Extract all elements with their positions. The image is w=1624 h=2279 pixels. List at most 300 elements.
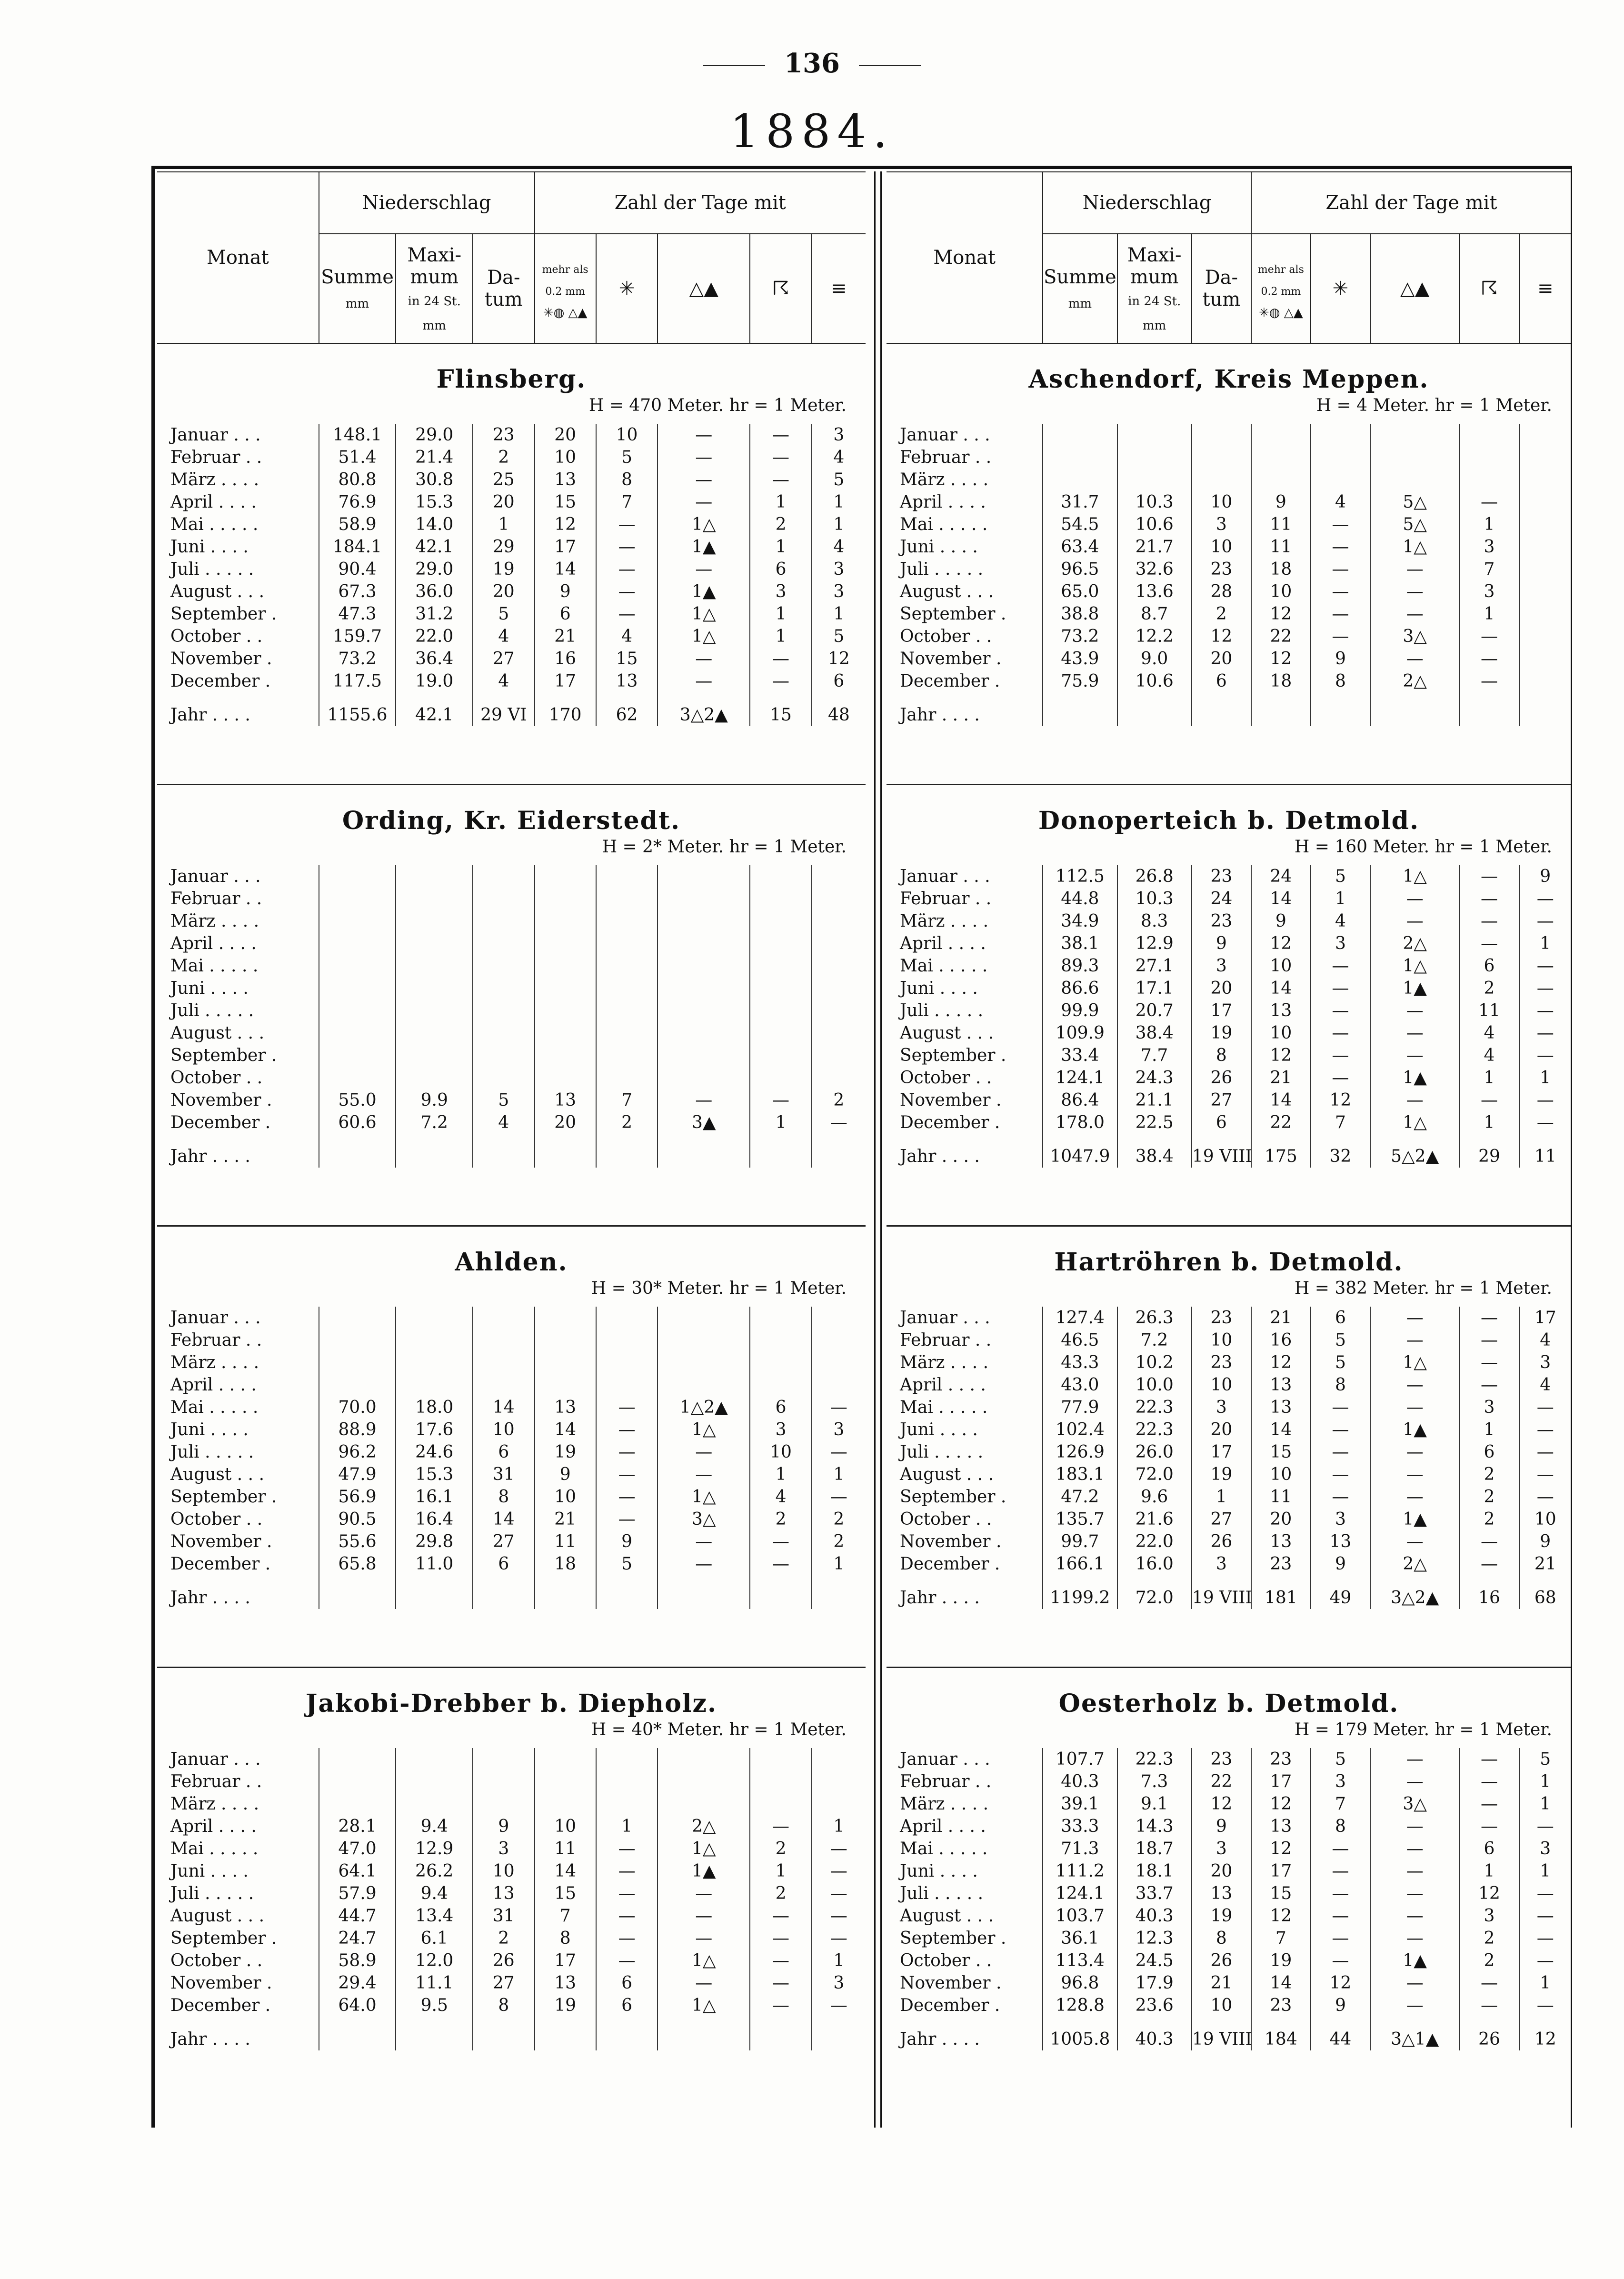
data-cell: 28.1	[319, 1815, 396, 1838]
year-total-row	[887, 1134, 1571, 1168]
data-cell: 44.8	[1043, 888, 1117, 910]
data-cell	[750, 1067, 811, 1089]
data-cell	[396, 1044, 473, 1067]
data-cell: 1△	[1370, 955, 1460, 977]
data-cell: 20.7	[1117, 1000, 1192, 1022]
table-row	[887, 603, 1571, 625]
data-cell: —	[658, 1905, 750, 1927]
month-label: Januar . . .	[170, 1749, 261, 1769]
data-cell: 5	[1311, 1748, 1370, 1770]
data-cell: 17.1	[1117, 977, 1192, 1000]
data-cell	[396, 977, 473, 1000]
data-cell: 38.4	[1117, 1022, 1192, 1044]
data-cell	[596, 1044, 658, 1067]
data-cell: 57.9	[319, 1882, 396, 1905]
data-cell	[812, 1134, 866, 1168]
table-row	[887, 910, 1571, 932]
table-row	[157, 1307, 866, 1329]
table-row	[887, 1770, 1571, 1793]
data-cell: 1	[812, 1463, 866, 1486]
table-row	[887, 424, 1571, 446]
data-cell: 3	[1459, 536, 1519, 558]
data-cell	[658, 910, 750, 932]
data-cell: 13	[473, 1882, 534, 1905]
data-cell: 28	[1192, 580, 1251, 603]
data-cell	[396, 1022, 473, 1044]
table-row	[887, 580, 1571, 603]
data-cell: 10	[596, 424, 658, 446]
table-row	[887, 1000, 1571, 1022]
data-cell: 14	[535, 1419, 596, 1441]
data-cell	[396, 932, 473, 955]
month-label: December .	[170, 1996, 271, 2015]
data-cell: 3	[750, 1419, 811, 1441]
data-cell	[1459, 692, 1519, 726]
data-cell	[1311, 424, 1370, 446]
data-cell: 14	[1251, 888, 1311, 910]
data-cell: —	[1519, 1022, 1572, 1044]
data-cell: 4	[1459, 1044, 1519, 1067]
data-cell: 27	[1192, 1508, 1251, 1530]
data-cell: 65.0	[1043, 580, 1117, 603]
data-cell: —	[1311, 1927, 1370, 1949]
data-cell: 3	[812, 558, 866, 580]
data-cell: 21.6	[1117, 1508, 1192, 1530]
data-cell: 7.2	[396, 1111, 473, 1134]
data-cell: 1△	[1370, 865, 1460, 888]
data-cell: —	[1370, 1089, 1460, 1111]
table-row	[887, 1089, 1571, 1111]
data-cell	[596, 910, 658, 932]
data-cell: 2	[1459, 1949, 1519, 1972]
data-cell: 20	[473, 580, 534, 603]
data-cell: 11	[1251, 1486, 1311, 1508]
data-cell: 3	[812, 580, 866, 603]
data-cell: 20	[1251, 1508, 1311, 1530]
data-cell	[473, 888, 534, 910]
data-cell	[750, 977, 811, 1000]
month-label: Mai . . . . .	[170, 956, 259, 976]
data-cell: 12	[812, 648, 866, 670]
data-cell: 3	[812, 424, 866, 446]
page-number: 136	[0, 48, 1624, 79]
table-row	[157, 536, 866, 558]
month-label: März . . . .	[900, 470, 989, 490]
data-cell: 88.9	[319, 1419, 396, 1441]
data-cell: —	[1370, 1748, 1460, 1770]
station-table	[887, 424, 1571, 726]
year-total-row	[887, 692, 1571, 726]
data-cell: 5	[1311, 865, 1370, 888]
month-label: November .	[170, 1973, 272, 1993]
data-cell	[1117, 424, 1192, 446]
data-cell: —	[596, 1508, 658, 1530]
month-label: October . .	[900, 627, 992, 646]
data-cell	[1519, 648, 1572, 670]
data-cell: 27	[473, 1972, 534, 1994]
data-cell: —	[1311, 1905, 1370, 1927]
data-cell: —	[1311, 1441, 1370, 1463]
month-label: Jahr . . . .	[900, 1588, 980, 1608]
table-row	[157, 648, 866, 670]
table-row	[887, 1553, 1571, 1575]
data-cell: 36.4	[396, 648, 473, 670]
data-cell: —	[1459, 625, 1519, 648]
header-zahl-der-tage: Zahl der Tage mit	[1251, 172, 1571, 234]
data-cell: 1	[1519, 1793, 1572, 1815]
data-cell: 42.1	[396, 536, 473, 558]
data-cell: 1	[1192, 1486, 1251, 1508]
month-label: Juli . . . . .	[900, 1442, 984, 1462]
data-cell: 109.9	[1043, 1022, 1117, 1044]
data-cell: 5	[473, 1089, 534, 1111]
data-cell	[1043, 692, 1117, 726]
data-cell: 159.7	[319, 625, 396, 648]
table-row	[887, 1111, 1571, 1134]
data-cell: 12.2	[1117, 625, 1192, 648]
data-cell: 8	[1311, 1815, 1370, 1838]
data-cell: 76.9	[319, 491, 396, 513]
data-cell	[750, 932, 811, 955]
data-cell	[319, 1307, 396, 1329]
table-row	[887, 1329, 1571, 1351]
data-cell: 1	[1459, 513, 1519, 536]
table-row	[157, 1463, 866, 1486]
data-cell: 5	[812, 625, 866, 648]
data-cell: 3▲	[658, 1111, 750, 1134]
month-label: März . . . .	[170, 1353, 259, 1372]
table-row	[157, 888, 866, 910]
data-cell: —	[1311, 580, 1370, 603]
table-row	[157, 932, 866, 955]
data-cell	[396, 1748, 473, 1770]
data-cell: —	[1459, 888, 1519, 910]
data-cell	[596, 888, 658, 910]
data-cell: 40.3	[1117, 2017, 1192, 2050]
table-row	[887, 1463, 1571, 1486]
data-cell: —	[1370, 1486, 1460, 1508]
data-cell: 4	[473, 1111, 534, 1134]
station-elevation: H = 470 Meter. hr = 1 Meter.	[588, 396, 847, 415]
data-cell: 3	[1519, 1351, 1572, 1374]
month-label: Juli . . . . .	[900, 1884, 984, 1903]
data-cell: 9.4	[396, 1815, 473, 1838]
data-cell: 77.9	[1043, 1396, 1117, 1419]
data-cell: 3	[812, 1419, 866, 1441]
data-cell: 8	[535, 1927, 596, 1949]
data-cell: 17.6	[396, 1419, 473, 1441]
data-cell: 14	[1251, 977, 1311, 1000]
data-cell: —	[1459, 1793, 1519, 1815]
data-cell: 2	[750, 513, 811, 536]
data-cell	[658, 1351, 750, 1374]
table-row	[157, 446, 866, 469]
data-cell: —	[658, 1882, 750, 1905]
data-cell: 10	[535, 446, 596, 469]
data-cell: 15	[1251, 1882, 1311, 1905]
data-cell: —	[1311, 1463, 1370, 1486]
data-cell	[658, 1575, 750, 1609]
data-cell	[1117, 692, 1192, 726]
data-cell	[1043, 469, 1117, 491]
data-cell: 1	[1459, 1419, 1519, 1441]
month-label: Mai . . . . .	[170, 1398, 259, 1417]
data-cell: 19	[535, 1441, 596, 1463]
data-cell: 20	[473, 491, 534, 513]
data-cell: —	[1459, 491, 1519, 513]
data-cell: 183.1	[1043, 1463, 1117, 1486]
data-cell: —	[596, 513, 658, 536]
thunder-icon: ☈	[1459, 234, 1519, 343]
data-cell	[658, 1000, 750, 1022]
table-row	[157, 1351, 866, 1374]
data-cell	[812, 1000, 866, 1022]
table-row	[887, 1441, 1571, 1463]
header-monat: Monat	[887, 172, 1043, 343]
table-row	[157, 670, 866, 692]
data-cell	[658, 1374, 750, 1396]
table-row	[157, 1441, 866, 1463]
data-cell: 11	[1251, 513, 1311, 536]
data-cell: 6	[750, 558, 811, 580]
data-cell: 14	[1251, 1089, 1311, 1111]
data-cell: 13	[1192, 1882, 1251, 1905]
data-cell: 47.0	[319, 1838, 396, 1860]
data-cell	[1519, 580, 1572, 603]
data-cell: 11	[535, 1530, 596, 1553]
data-cell: 1	[1459, 603, 1519, 625]
table-row	[887, 670, 1571, 692]
data-cell: 4	[473, 625, 534, 648]
data-cell: —	[1519, 1419, 1572, 1441]
data-cell: —	[1459, 1994, 1519, 2017]
data-cell: 10	[1192, 1994, 1251, 2017]
data-cell: 18	[535, 1553, 596, 1575]
data-cell	[750, 1748, 811, 1770]
data-cell: 135.7	[1043, 1508, 1117, 1530]
data-cell: —	[1459, 1770, 1519, 1793]
month-label: Juli . . . . .	[170, 1442, 254, 1462]
data-cell: —	[1311, 1044, 1370, 1067]
month-label: August . . .	[900, 1906, 994, 1926]
data-cell: 166.1	[1043, 1553, 1117, 1575]
table-row	[157, 1530, 866, 1553]
data-cell: 23.6	[1117, 1994, 1192, 2017]
month-label: Mai . . . . .	[900, 515, 988, 534]
data-cell: —	[750, 1905, 811, 1927]
month-label: Februar . .	[170, 889, 262, 909]
data-cell: 22	[1251, 1111, 1311, 1134]
data-cell: 22.3	[1117, 1419, 1192, 1441]
data-cell: 13	[1251, 1374, 1311, 1396]
month-label: Juli . . . . .	[900, 1001, 984, 1020]
data-cell: —	[1311, 1419, 1370, 1441]
data-cell	[1519, 670, 1572, 692]
data-cell: 9	[596, 1530, 658, 1553]
data-cell: 12	[1251, 648, 1311, 670]
data-cell	[596, 1793, 658, 1815]
data-cell: —	[1519, 1882, 1572, 1905]
table-row	[157, 1329, 866, 1351]
data-cell: 8.7	[1117, 603, 1192, 625]
data-cell: 23	[473, 424, 534, 446]
data-cell: 24.3	[1117, 1067, 1192, 1089]
data-cell: 1	[750, 603, 811, 625]
data-cell: 29.0	[396, 558, 473, 580]
month-label: October . .	[170, 1951, 263, 1970]
data-cell: —	[596, 603, 658, 625]
data-cell: 1△	[658, 1994, 750, 2017]
data-cell: 1005.8	[1043, 2017, 1117, 2050]
data-cell: —	[658, 1927, 750, 1949]
data-cell: 3△	[1370, 1793, 1460, 1815]
table-row	[157, 1882, 866, 1905]
data-cell	[396, 1770, 473, 1793]
station-section	[157, 344, 866, 784]
data-cell: 18.1	[1117, 1860, 1192, 1882]
data-cell: 27	[473, 1530, 534, 1553]
data-cell: 6	[473, 1553, 534, 1575]
data-cell: 26.2	[396, 1860, 473, 1882]
data-cell	[473, 1067, 534, 1089]
data-cell: 3△	[658, 1508, 750, 1530]
data-cell: 26.8	[1117, 865, 1192, 888]
data-cell	[1251, 692, 1311, 726]
data-cell: 22.3	[1117, 1748, 1192, 1770]
data-cell: —	[658, 424, 750, 446]
data-cell: —	[812, 1396, 866, 1419]
data-cell: —	[1519, 1927, 1572, 1949]
header-mehr-als: mehr als 0.2 mm ✳◍ △▲	[1251, 234, 1311, 343]
table-row	[887, 1374, 1571, 1396]
month-label: Juni . . . .	[900, 1420, 978, 1439]
data-cell: 11.1	[396, 1972, 473, 1994]
table-row	[157, 955, 866, 977]
data-cell: 15	[535, 491, 596, 513]
data-cell	[535, 1329, 596, 1351]
data-cell	[596, 1770, 658, 1793]
data-cell: —	[1459, 932, 1519, 955]
table-row	[157, 1396, 866, 1419]
data-cell: 89.3	[1043, 955, 1117, 977]
data-cell: 71.3	[1043, 1838, 1117, 1860]
data-cell: 29.4	[319, 1972, 396, 1994]
data-cell	[596, 1351, 658, 1374]
data-cell: 9	[1192, 932, 1251, 955]
data-cell: 6	[1192, 1111, 1251, 1134]
data-cell: 6	[750, 1396, 811, 1419]
station-section	[887, 1225, 1571, 1667]
table-row	[887, 1793, 1571, 1815]
data-cell: 3△2▲	[658, 692, 750, 726]
data-cell: 19	[1192, 1463, 1251, 1486]
station-table	[157, 1307, 866, 1609]
data-cell	[319, 1351, 396, 1374]
data-cell	[750, 910, 811, 932]
data-cell	[812, 1793, 866, 1815]
month-label: Januar . . .	[170, 867, 261, 886]
data-cell: —	[596, 1396, 658, 1419]
month-label: Juni . . . .	[900, 537, 978, 557]
data-cell: 4	[812, 446, 866, 469]
data-cell: —	[596, 558, 658, 580]
data-cell	[319, 1044, 396, 1067]
data-cell	[473, 1044, 534, 1067]
data-cell: 10	[535, 1815, 596, 1838]
data-cell	[396, 1067, 473, 1089]
data-cell	[473, 910, 534, 932]
data-cell	[473, 1329, 534, 1351]
data-cell	[319, 977, 396, 1000]
data-cell: —	[1519, 1000, 1572, 1022]
data-cell: 24	[1251, 865, 1311, 888]
data-cell: 13	[535, 469, 596, 491]
data-cell: 2	[812, 1508, 866, 1530]
data-cell: 1	[473, 513, 534, 536]
data-cell: —	[1311, 955, 1370, 977]
data-cell: —	[658, 558, 750, 580]
data-cell: 4	[596, 625, 658, 648]
station-elevation: H = 160 Meter. hr = 1 Meter.	[1294, 837, 1552, 857]
data-cell: 20	[1192, 1419, 1251, 1441]
data-cell: 1▲	[1370, 977, 1460, 1000]
table-row	[157, 1089, 866, 1111]
data-cell: 20	[535, 424, 596, 446]
year-total-row	[157, 2017, 866, 2050]
data-cell	[473, 865, 534, 888]
data-cell	[1370, 424, 1460, 446]
table-row	[157, 603, 866, 625]
data-cell: 73.2	[1043, 625, 1117, 648]
table-row	[887, 446, 1571, 469]
data-cell: —	[658, 491, 750, 513]
table-row	[157, 1949, 866, 1972]
data-cell: —	[1459, 1972, 1519, 1994]
data-cell: —	[1370, 1927, 1460, 1949]
month-label: December .	[170, 671, 271, 691]
data-cell: 27.1	[1117, 955, 1192, 977]
data-cell: 1	[750, 625, 811, 648]
data-cell: 2	[1459, 1486, 1519, 1508]
table-row	[887, 648, 1571, 670]
data-cell	[658, 1044, 750, 1067]
station-name: Oesterholz b. Detmold.	[1058, 1689, 1399, 1718]
data-cell: 8	[596, 469, 658, 491]
data-cell	[750, 955, 811, 977]
month-label: September .	[170, 1929, 277, 1948]
data-cell	[1519, 536, 1572, 558]
data-cell: 13	[535, 1396, 596, 1419]
month-label: Juni . . . .	[900, 1861, 978, 1881]
data-cell	[473, 1770, 534, 1793]
data-cell: 13	[1311, 1530, 1370, 1553]
data-cell: 16.1	[396, 1486, 473, 1508]
data-cell: 70.0	[319, 1396, 396, 1419]
data-cell: 12	[1192, 625, 1251, 648]
table-row	[887, 1949, 1571, 1972]
data-cell: 36.0	[396, 580, 473, 603]
data-cell: 26.0	[1117, 1441, 1192, 1463]
data-cell	[596, 1022, 658, 1044]
data-cell: 12.9	[1117, 932, 1192, 955]
data-cell	[812, 1374, 866, 1396]
data-cell: 3	[1519, 1838, 1572, 1860]
data-cell: 23	[1192, 1351, 1251, 1374]
data-cell: —	[1519, 1396, 1572, 1419]
data-cell: 1▲	[658, 1860, 750, 1882]
station-table	[157, 865, 866, 1168]
month-label: April . . . .	[170, 1375, 257, 1395]
